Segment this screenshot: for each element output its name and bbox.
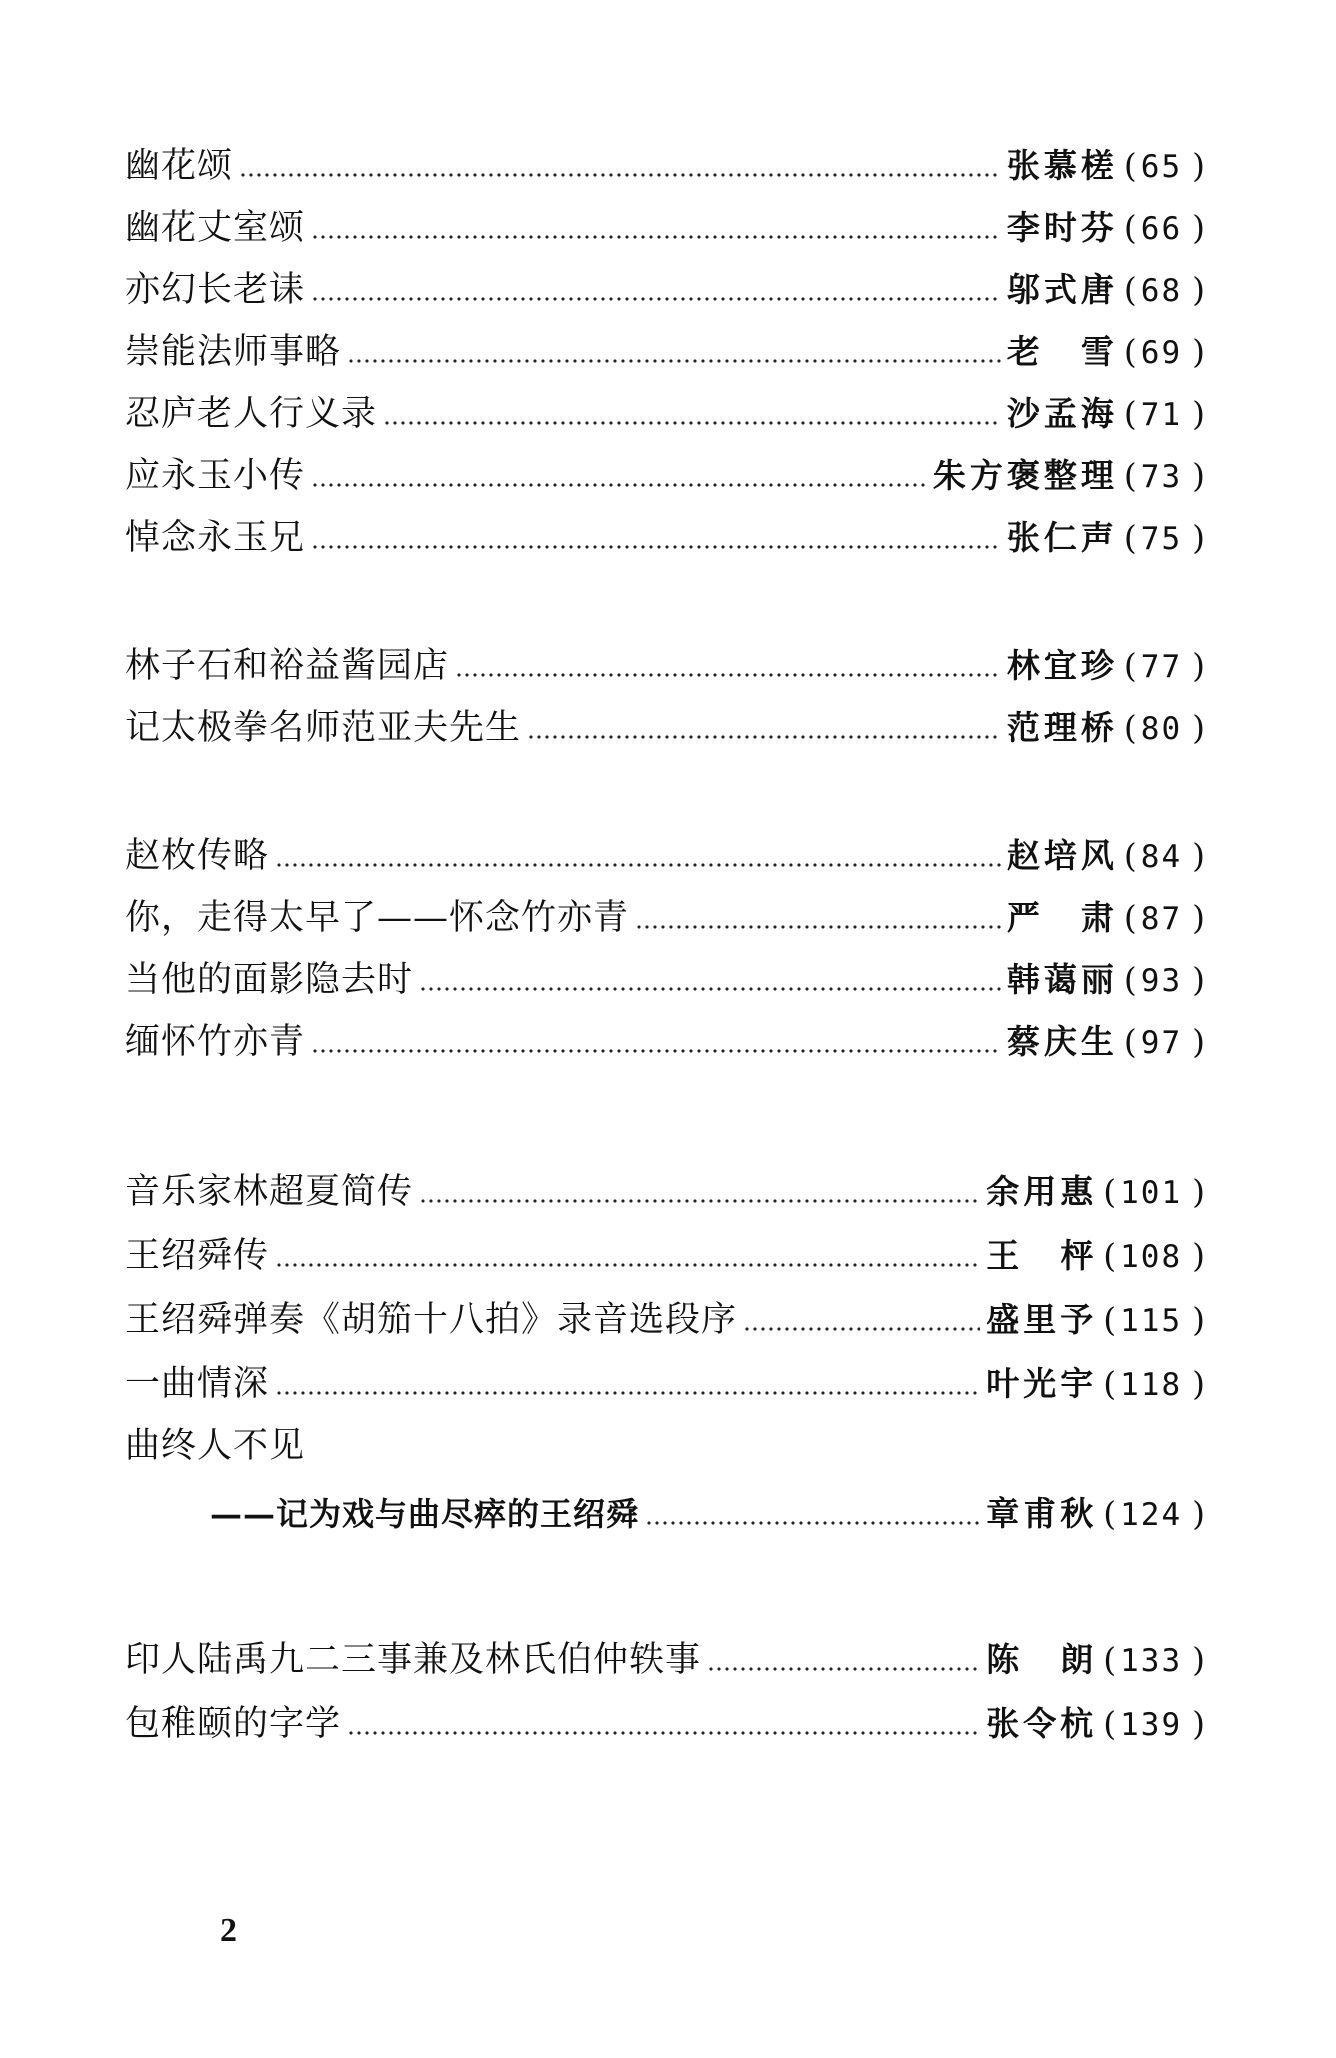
toc-entry (125, 638, 1205, 694)
entry-page: 101 (1120, 1175, 1183, 1211)
entry-author: 张令杭 (986, 1704, 1098, 1743)
close-paren: ) (1192, 1640, 1205, 1679)
leader-dots (275, 1261, 980, 1269)
open-paren: ( (1123, 708, 1137, 747)
entry-author: 范理桥 (1006, 708, 1118, 747)
leader-dots (635, 923, 1001, 931)
toc-entry (125, 1632, 1205, 1688)
open-paren: ( (1123, 960, 1137, 999)
entry-title: 缅怀竹亦青 (125, 1022, 306, 1062)
entry-page: 97 (1140, 1025, 1183, 1061)
toc-entry (125, 1164, 1205, 1220)
close-paren: ) (1192, 332, 1205, 371)
leader-dots (311, 481, 927, 489)
open-paren: ( (1123, 394, 1137, 433)
leader-dots (383, 419, 1001, 427)
entry-title: 包稚颐的字学 (125, 1704, 342, 1744)
close-paren: ) (1192, 1364, 1205, 1403)
leader-dots (419, 1197, 980, 1205)
entry-author: 沙孟海 (1006, 394, 1118, 433)
entry-page: 65 (1140, 149, 1183, 185)
close-paren: ) (1192, 1300, 1205, 1339)
entry-title: 王绍舜传 (125, 1236, 270, 1276)
entry-page: 139 (1120, 1707, 1183, 1743)
entry-title: 忍庐老人行义录 (125, 394, 378, 434)
leader-dots (455, 671, 1001, 679)
leader-dots (419, 985, 1001, 993)
toc-entry (125, 952, 1205, 1008)
entry-title: 悼念永玉兄 (125, 518, 306, 558)
close-paren: ) (1192, 1704, 1205, 1743)
open-paren: ( (1123, 208, 1137, 247)
entry-author: 章甫秋 (986, 1494, 1098, 1533)
close-paren: ) (1192, 898, 1205, 937)
entry-page: 93 (1140, 963, 1183, 999)
entry-title: 赵枚传略 (125, 836, 270, 876)
entry-page: 118 (1120, 1367, 1183, 1403)
open-paren: ( (1103, 1172, 1117, 1211)
close-paren: ) (1192, 208, 1205, 247)
open-paren: ( (1123, 898, 1137, 937)
toc-entry (125, 890, 1205, 946)
leader-dots (527, 733, 1001, 741)
entry-title: 应永玉小传 (125, 456, 306, 496)
leader-dots (275, 861, 1001, 869)
leader-dots (311, 543, 1001, 551)
open-paren: ( (1123, 456, 1137, 495)
entry-page: 115 (1120, 1303, 1183, 1339)
open-paren: ( (1123, 836, 1137, 875)
entry-page: 80 (1140, 711, 1183, 747)
entry-title: 王绍舜弹奏《胡笳十八拍》录音选段序 (125, 1300, 738, 1340)
toc-entry (125, 828, 1205, 884)
entry-author: 叶光宇 (986, 1364, 1098, 1403)
leader-dots (239, 171, 1001, 179)
open-paren: ( (1123, 146, 1137, 185)
entry-page: 77 (1140, 649, 1183, 685)
entry-author: 赵培风 (1006, 836, 1118, 875)
open-paren: ( (1123, 518, 1137, 557)
entry-page: 84 (1140, 839, 1183, 875)
leader-dots (311, 233, 1001, 241)
open-paren: ( (1123, 1022, 1137, 1061)
toc-entry (125, 324, 1205, 380)
entry-author: 李时芬 (1006, 208, 1118, 247)
entry-author: 张仁声 (1006, 518, 1118, 557)
open-paren: ( (1103, 1364, 1117, 1403)
open-paren: ( (1123, 646, 1137, 685)
close-paren: ) (1192, 708, 1205, 747)
toc-entry (125, 262, 1205, 318)
entry-title: 印人陆禹九二三事兼及林氏伯仲轶事 (125, 1640, 702, 1680)
close-paren: ) (1192, 270, 1205, 309)
toc-entry (125, 1356, 1205, 1412)
toc-entry (125, 1696, 1205, 1752)
close-paren: ) (1192, 1022, 1205, 1061)
toc-entry (125, 386, 1205, 442)
entry-title: 当他的面影隐去时 (125, 960, 414, 1000)
entry-page: 87 (1140, 901, 1183, 937)
open-paren: ( (1123, 332, 1137, 371)
entry-title: 音乐家林超夏简传 (125, 1172, 414, 1212)
open-paren: ( (1103, 1704, 1117, 1743)
entry-author: 韩蔼丽 (1006, 960, 1118, 999)
leader-dots (707, 1665, 980, 1673)
leader-dots (347, 357, 1001, 365)
leader-dots (275, 1389, 980, 1397)
entry-title: 崇能法师事略 (125, 332, 342, 372)
entry-title: 幽花丈室颂 (125, 208, 306, 248)
toc-entry (125, 138, 1205, 194)
leader-dots (311, 1047, 1001, 1055)
open-paren: ( (1103, 1640, 1117, 1679)
leader-dots (347, 1729, 980, 1737)
close-paren: ) (1192, 456, 1205, 495)
leader-dots (743, 1325, 980, 1333)
toc-entry (125, 200, 1205, 256)
close-paren: ) (1192, 146, 1205, 185)
entry-title: 记太极拳名师范亚夫先生 (125, 708, 522, 748)
close-paren: ) (1192, 1494, 1205, 1533)
close-paren: ) (1192, 1172, 1205, 1211)
toc-entry (125, 1228, 1205, 1284)
close-paren: ) (1192, 836, 1205, 875)
entry-main-title: 曲终人不见 (125, 1426, 306, 1466)
leader-dots (311, 295, 1001, 303)
close-paren: ) (1192, 646, 1205, 685)
entry-title: 一曲情深 (125, 1364, 270, 1404)
entry-page: 108 (1120, 1239, 1183, 1275)
entry-author: 朱方褒整理 (932, 456, 1118, 495)
close-paren: ) (1192, 518, 1205, 557)
entry-page: 75 (1140, 521, 1183, 557)
leader-dots (645, 1519, 980, 1527)
entry-title: 亦幻长老诔 (125, 270, 306, 310)
entry-author: 林宜珍 (1006, 646, 1118, 685)
entry-author: 蔡庆生 (1006, 1022, 1118, 1061)
entry-author: 严 肃 (1006, 898, 1118, 937)
open-paren: ( (1103, 1494, 1117, 1533)
toc-entry (125, 510, 1205, 566)
entry-author: 余用惠 (986, 1172, 1098, 1211)
entry-author: 盛里予 (986, 1300, 1098, 1339)
entry-page: 124 (1120, 1497, 1183, 1533)
open-paren: ( (1103, 1236, 1117, 1275)
open-paren: ( (1103, 1300, 1117, 1339)
entry-author: 老 雪 (1006, 332, 1118, 371)
toc-entry (125, 448, 1205, 504)
entry-title: 你，走得太早了——怀念竹亦青 (125, 898, 630, 938)
page-number: 2 (220, 1912, 237, 1949)
entry-title: 幽花颂 (125, 146, 234, 186)
toc-entry (125, 700, 1205, 756)
entry-author: 张慕槎 (1006, 146, 1118, 185)
entry-page: 69 (1140, 335, 1183, 371)
entry-author: 陈 朗 (986, 1640, 1098, 1679)
entry-author: 邬式唐 (1006, 270, 1118, 309)
open-paren: ( (1123, 270, 1137, 309)
entry-page: 66 (1140, 211, 1183, 247)
toc-entry-subtitle (210, 1486, 1205, 1542)
entry-author: 王 枰 (986, 1236, 1098, 1275)
toc-entry (125, 1292, 1205, 1348)
entry-title: 林子石和裕益酱园店 (125, 646, 450, 686)
entry-page: 133 (1120, 1643, 1183, 1679)
toc-entry (125, 1014, 1205, 1070)
entry-page: 68 (1140, 273, 1183, 309)
close-paren: ) (1192, 960, 1205, 999)
close-paren: ) (1192, 394, 1205, 433)
entry-page: 73 (1140, 459, 1183, 495)
entry-page: 71 (1140, 397, 1183, 433)
entry-subtitle: ——记为戏与曲尽瘁的王绍舜 (210, 1495, 640, 1533)
close-paren: ) (1192, 1236, 1205, 1275)
